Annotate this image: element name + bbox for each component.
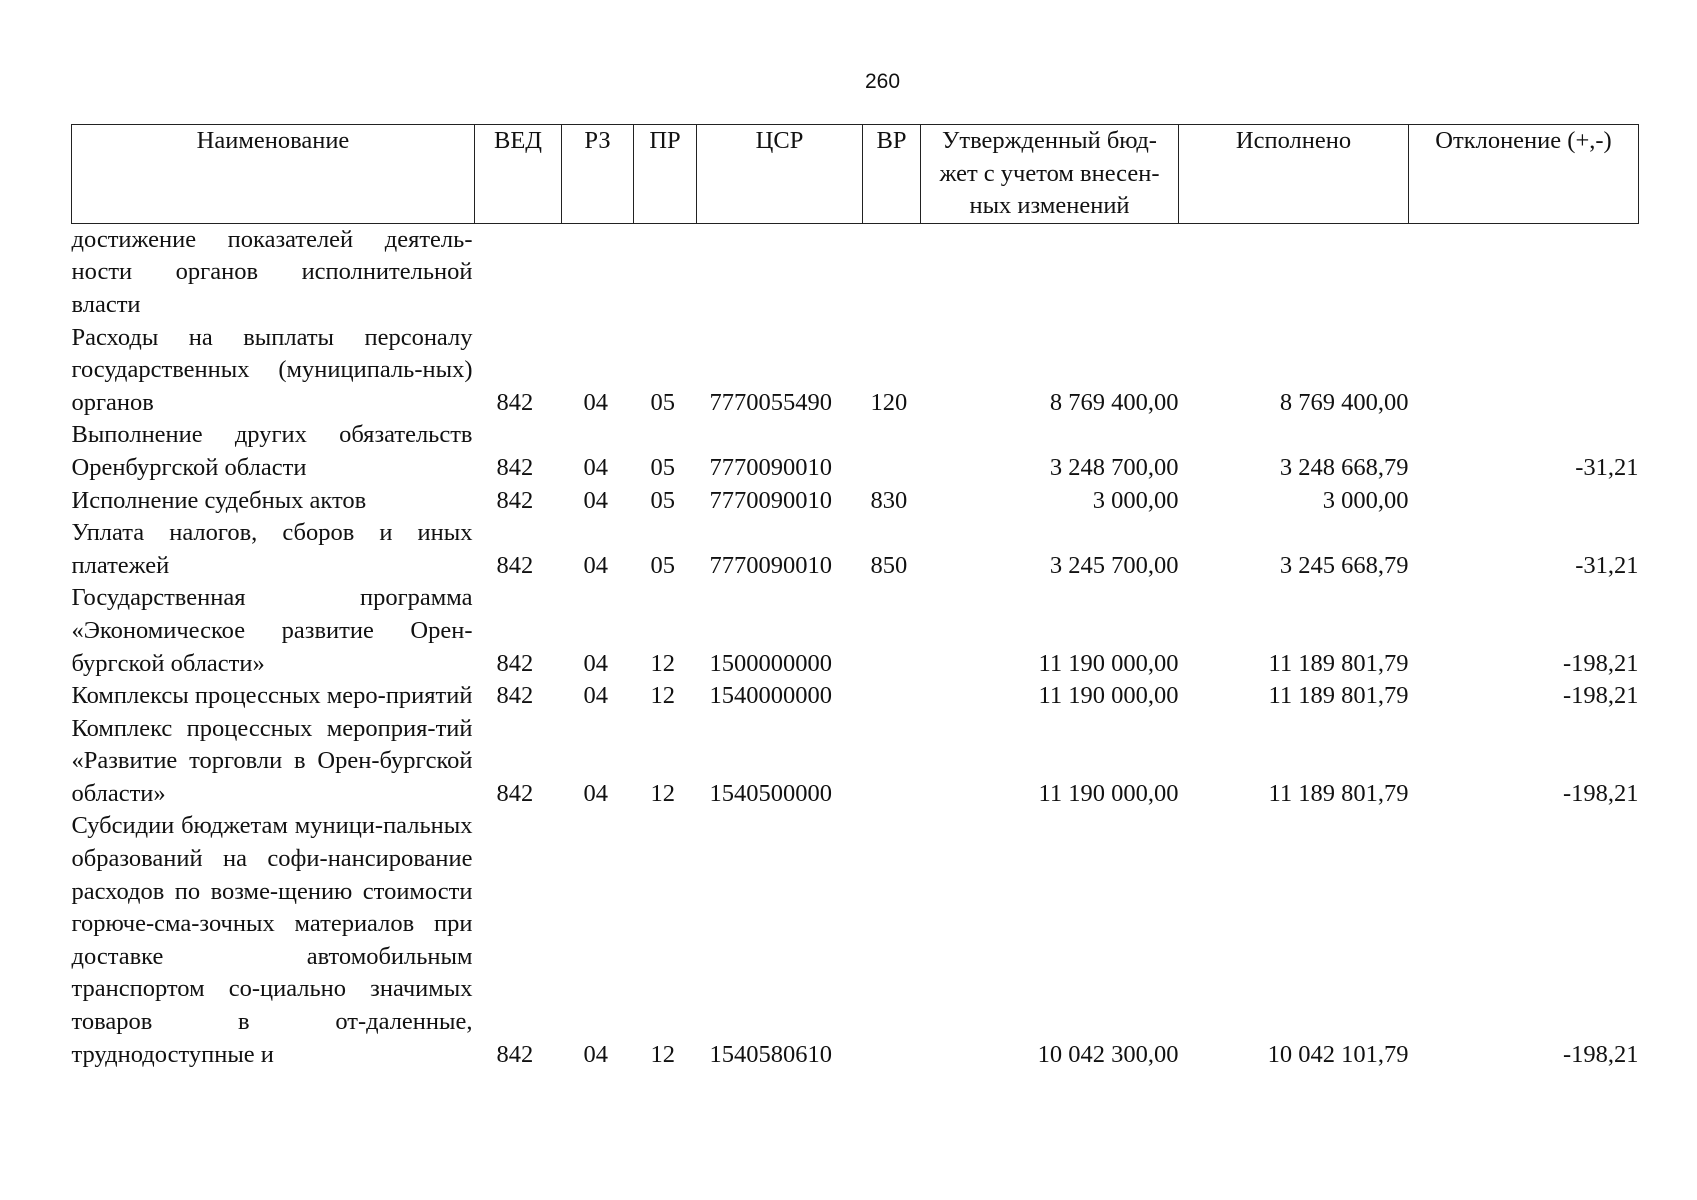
- table-body: [72, 223, 1639, 1071]
- cell-executed: 3 245 668,79: [1279, 551, 1409, 579]
- cell-vr: [863, 419, 921, 484]
- header-deviation: Отклонение (+,-): [1409, 125, 1639, 224]
- table-row: [72, 713, 1639, 811]
- cell-pr: 05: [650, 453, 675, 481]
- cell-pr: 05: [650, 388, 675, 416]
- cell-rz: 04: [583, 779, 608, 807]
- cell-approved: 8 769 400,00: [1049, 388, 1179, 416]
- cell-vr: 120: [870, 388, 908, 416]
- cell-deviation: -198,21: [1562, 682, 1639, 710]
- cell-rz: 04: [583, 649, 608, 677]
- cell-approved: [921, 223, 1179, 321]
- cell-name: Субсидии бюджетам муници-пальных образований на софи-нансирование расходов по возме-щению стоимости горюче-сма-зочных материалов при доставке автомобильным транспортом со-циально значимых товаров в от-даленные, труднодоступные и: [71, 812, 473, 1068]
- cell-deviation: -198,21: [1562, 649, 1639, 677]
- table-row: [72, 810, 1639, 1071]
- cell-pr: [634, 223, 697, 321]
- cell-vr: [863, 582, 921, 680]
- budget-table: [71, 124, 1639, 1071]
- cell-csr: [697, 223, 863, 321]
- cell-vr: [863, 223, 921, 321]
- cell-vr: [863, 810, 921, 1071]
- table-row: [72, 419, 1639, 484]
- cell-name: достижение показателей деятель-ности органов исполнительной власти: [71, 225, 473, 318]
- cell-deviation: -31,21: [1575, 551, 1639, 579]
- cell-csr: 1540500000: [709, 779, 832, 807]
- cell-pr: 12: [650, 779, 675, 807]
- cell-ved: 842: [496, 486, 534, 514]
- cell-csr: 1500000000: [709, 649, 832, 677]
- cell-pr: 12: [650, 682, 675, 710]
- cell-ved: 842: [496, 388, 534, 416]
- cell-rz: 04: [583, 1040, 608, 1068]
- page-number: 260: [864, 70, 901, 93]
- cell-pr: 05: [650, 551, 675, 579]
- header-vr: ВР: [863, 125, 921, 224]
- cell-deviation: [1409, 322, 1639, 420]
- cell-name: Государственная программа «Экономическое развитие Орен-бургской области»: [71, 584, 473, 677]
- table-header: [72, 125, 1639, 224]
- cell-approved: 10 042 300,00: [1037, 1040, 1179, 1068]
- cell-ved: 842: [496, 649, 534, 677]
- table-row: [72, 582, 1639, 680]
- header-name: Наименование: [72, 125, 475, 224]
- cell-approved: 11 190 000,00: [1038, 682, 1179, 710]
- cell-executed: 3 248 668,79: [1279, 453, 1409, 481]
- cell-name: Исполнение судебных актов: [71, 486, 367, 514]
- cell-deviation: -198,21: [1562, 1040, 1639, 1068]
- cell-csr: 1540000000: [709, 682, 832, 710]
- cell-csr: 1540580610: [709, 1040, 832, 1068]
- cell-deviation: -31,21: [1575, 453, 1639, 481]
- cell-vr: [863, 713, 921, 811]
- header-row: [72, 125, 1639, 224]
- table-row: [72, 223, 1639, 321]
- cell-name: Уплата налогов, сборов и иных платежей: [71, 519, 473, 579]
- cell-executed: 3 000,00: [1322, 486, 1409, 514]
- cell-pr: 05: [650, 486, 675, 514]
- cell-deviation: [1409, 485, 1639, 518]
- cell-ved: 842: [496, 453, 534, 481]
- table-row: [72, 680, 1639, 713]
- header-pr: ПР: [634, 125, 697, 224]
- cell-approved: 11 190 000,00: [1038, 779, 1179, 807]
- cell-ved: 842: [496, 551, 534, 579]
- cell-name: Расходы на выплаты персоналу государственных (муниципаль-ных) органов: [71, 323, 473, 416]
- cell-name: Комплексы процессных меро-приятий: [71, 682, 473, 710]
- cell-vr: 850: [870, 551, 908, 579]
- cell-rz: 04: [583, 453, 608, 481]
- cell-executed: 11 189 801,79: [1268, 649, 1409, 677]
- table-row: [72, 322, 1639, 420]
- header-ved: ВЕД: [475, 125, 562, 224]
- header-approved-budget: Утвержденный бюд-жет с учетом внесен-ных изменений: [921, 125, 1179, 224]
- cell-csr: 7770090010: [709, 551, 832, 579]
- cell-approved: 3 248 700,00: [1049, 453, 1179, 481]
- header-executed: Исполнено: [1179, 125, 1409, 224]
- cell-approved: 3 000,00: [1092, 486, 1179, 514]
- cell-executed: 10 042 101,79: [1267, 1040, 1409, 1068]
- cell-name: Комплекс процессных мероприя-тий «Развитие торговли в Орен-бургской области»: [71, 714, 473, 807]
- cell-deviation: [1409, 223, 1639, 321]
- cell-csr: 7770055490: [709, 388, 832, 416]
- cell-ved: [475, 223, 562, 321]
- cell-csr: 7770090010: [709, 453, 832, 481]
- cell-approved: 3 245 700,00: [1049, 551, 1179, 579]
- cell-ved: 842: [496, 1040, 534, 1068]
- cell-rz: 04: [583, 388, 608, 416]
- cell-rz: 04: [583, 486, 608, 514]
- cell-pr: 12: [650, 1040, 675, 1068]
- cell-csr: 7770090010: [709, 486, 832, 514]
- cell-approved: 11 190 000,00: [1038, 649, 1179, 677]
- table-row: [72, 517, 1639, 582]
- cell-executed: 11 189 801,79: [1268, 682, 1409, 710]
- cell-executed: 11 189 801,79: [1268, 779, 1409, 807]
- cell-rz: [562, 223, 634, 321]
- cell-vr: 830: [870, 486, 908, 514]
- header-csr: ЦСР: [697, 125, 863, 224]
- cell-pr: 12: [650, 649, 675, 677]
- cell-executed: [1179, 223, 1409, 321]
- cell-executed: 8 769 400,00: [1279, 388, 1409, 416]
- table-row: [72, 485, 1639, 518]
- header-rz: РЗ: [562, 125, 634, 224]
- cell-deviation: -198,21: [1562, 779, 1639, 807]
- cell-name: Выполнение других обязательств Оренбургской области: [71, 421, 473, 481]
- cell-rz: 04: [583, 551, 608, 579]
- cell-ved: 842: [496, 682, 534, 710]
- cell-vr: [863, 680, 921, 713]
- cell-rz: 04: [583, 682, 608, 710]
- cell-ved: 842: [496, 779, 534, 807]
